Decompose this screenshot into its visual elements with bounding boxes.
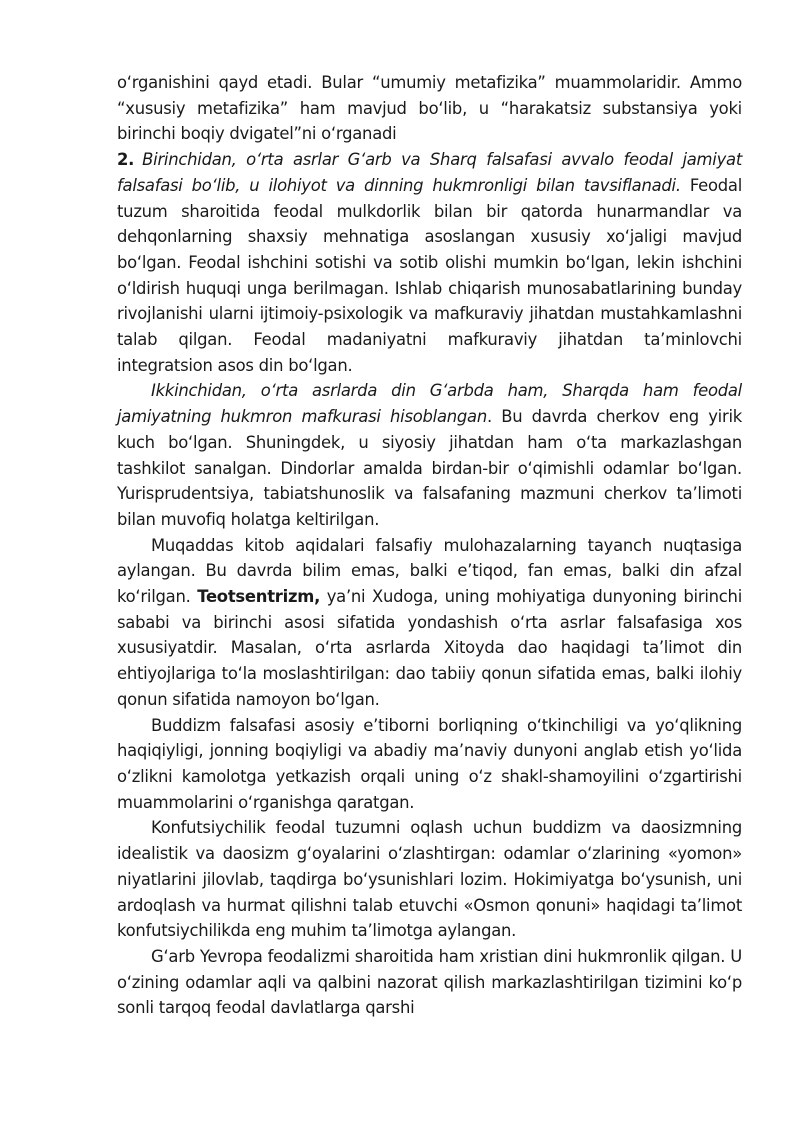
paragraph-3	[117, 378, 742, 532]
paragraph-text: Muqaddas kitob aqidalari falsafiy mulohazalarning tayanch nuqtasiga aylangan. Bu davrda bilim emas, balki e’tiqod, fan emas, balki din afzal ko‘rilgan.	[117, 535, 742, 607]
paragraph-text-tail: ya’ni Xudoga, uning mohiyatiga dunyoning birinchi sababi va birinchi asosi sifatida yondashish o‘rta asrlar falsafasiga xos xususiyatdir. Masalan, o‘rta asrlarda Xitoyda dao haqidagi ta’limot din ehtiyojlariga to‘la moslashtirilgan: dao tabiiy qonun sifatida emas, balki ilohiy qonun sifatida namoyon bo‘lgan.	[117, 587, 742, 709]
bold-term: Teotsentrizm,	[197, 587, 321, 607]
paragraph-continuation	[117, 70, 742, 147]
paragraph-text: . Bu davrda cherkov eng yirik kuch bo‘lgan. Shuningdek, u siyosiy jihatdan ham o‘ta markazlashgan tashkilot sanalgan. Dindorlar amalda birdan-bir o‘qimishli odamlar bo‘lgan. Yurisprudentsiya, tabiatshunoslik va falsafaning mazmuni cherkov ta’limoti bilan muvofiq holatga keltirilgan.	[117, 407, 742, 529]
paragraph-7	[117, 944, 742, 1021]
italic-thesis: Ikkinchidan, o‘rta asrlarda din G‘arbda ham, Sharqda ham feodal jamiyatning hukmron mafkurasi hisoblangan	[117, 381, 742, 427]
paragraph-text: G‘arb Yevropa feodalizmi sharoitida ham xristian dini hukmronlik qilgan. U o‘zining odamlar aqli va qalbini nazorat qilish markazlashtirilgan tizimini ko‘p sonli tarqoq feodal davlatlarga qarshi	[117, 946, 742, 1018]
paragraph-5	[117, 713, 742, 816]
paragraph-6	[117, 815, 742, 944]
paragraph-text: Konfutsiychilik feodal tuzumni oqlash uchun buddizm va daosizmning idealistik va daosizm g‘oyalarini o‘zlashtirgan: odamlar o‘zlarining «yomon» niyatlarini jilovlab, taqdirga bo‘ysunishlari lozim. Hokimiyatga bo‘ysunish, uni ardoqlash va hurmat qilishni talab etuvchi «Osmon qonuni» haqidagi ta’limot konfutsiychilikda eng muhim ta’limotga aylangan.	[117, 818, 742, 941]
section-number: 2.	[117, 150, 135, 170]
paragraph-text: Buddizm falsafasi asosiy e’tiborni borliqning o‘tkinchiligi va yo‘qlikning haqiqiyligi, jonning boqiyligi va abadiy ma’naviy dunyoni anglab etish yo‘lida o‘zlikni kamolotga yetkazish orqali uning o‘z shakl-shamoyilini o‘zgartirishi muammolarini o‘rganishga qaratgan.	[117, 715, 742, 812]
paragraph-4	[117, 533, 742, 713]
italic-thesis: Birinchidan, o‘rta asrlar G‘arb va Sharq falsafasi avvalo feodal jamiyat falsafasi bo‘lib, u ilohiyot va dinning hukmronligi bilan tavsiflanadi.	[117, 150, 742, 195]
paragraph-text: Feodal tuzum sharoitida feodal mulkdorlik bilan bir qatorda hunarmandlar va dehqonlarning shaxsiy mehnatiga asoslangan xususiy xo‘jaligi mavjud bo‘lgan. Feodal ishchini sotishi va sotib olishi mumkin bo‘lgan, lekin ishchini o‘ldirish huquqi unga berilmagan. Ishlab chiqarish munosabatlarining bunday rivojlanishi ularni ijtimoiy-psixologik va mafkuraviy jihatdan mustahkamlashni talab qilgan. Feodal madaniyatni mafkuraviy jihatdan ta’minlovchi integratsion asos din bo‘lgan.	[117, 175, 743, 375]
paragraph-2	[117, 147, 742, 378]
paragraph-text: o‘rganishini qayd etadi. Bular “umumiy metafizika” muammolaridir. Ammo “xususiy metafizika” ham mavjud bo‘lib, u “harakatsiz substansiya yoki birinchi boqiy dvigatel”ni o‘rganadi	[117, 73, 742, 144]
document-page	[117, 70, 742, 1021]
